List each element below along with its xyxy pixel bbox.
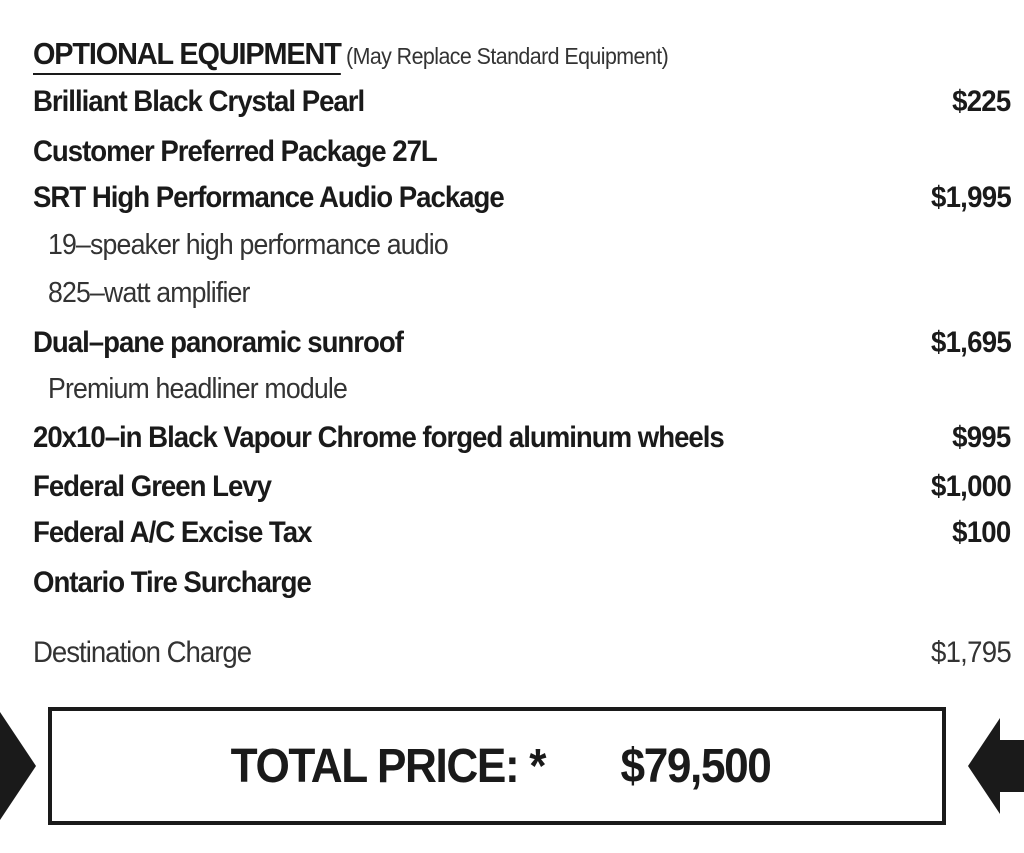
item-row-green-levy: [33, 465, 1011, 509]
item-price: $225: [952, 85, 1011, 118]
item-row-ac-tax: [33, 511, 1011, 555]
item-label: Customer Preferred Package 27L: [33, 135, 437, 168]
item-price: $1,695: [930, 326, 1011, 359]
destination-price: $1,795: [930, 636, 1011, 669]
total-value: $79,500: [620, 739, 771, 793]
item-row-audio: [33, 176, 1011, 220]
sub-item-speakers: 19–speaker high performance audio: [48, 228, 448, 261]
total-price-box: [48, 707, 946, 825]
sub-item-amplifier: 825–watt amplifier: [48, 276, 250, 309]
section-title: OPTIONAL EQUIPMENT: [33, 36, 341, 75]
item-label: Dual–pane panoramic sunroof: [33, 326, 403, 359]
item-label: Federal A/C Excise Tax: [33, 516, 312, 549]
sub-item-headliner: Premium headliner module: [48, 372, 347, 405]
section-note: (May Replace Standard Equipment): [346, 43, 669, 69]
item-row-package: [33, 130, 1011, 174]
item-row-paint: [33, 80, 1011, 124]
destination-label: Destination Charge: [33, 636, 252, 669]
item-price: $100: [952, 516, 1011, 549]
item-row-wheels: [33, 416, 1011, 460]
item-price: $1,000: [930, 470, 1011, 503]
item-label: SRT High Performance Audio Package: [33, 181, 504, 214]
item-label: 20x10–in Black Vapour Chrome forged aluminum wheels: [33, 421, 724, 454]
item-price: $995: [952, 421, 1011, 454]
item-row-sunroof: [33, 321, 1011, 365]
right-arrow-icon: [968, 712, 1024, 820]
item-price: $1,995: [930, 181, 1011, 214]
item-label: Brilliant Black Crystal Pearl: [33, 85, 365, 118]
item-row-tire-surcharge: [33, 561, 1011, 605]
item-label: Federal Green Levy: [33, 470, 271, 503]
optional-equipment-header: [33, 36, 693, 75]
item-label: Ontario Tire Surcharge: [33, 566, 311, 599]
left-arrow-icon: [0, 712, 36, 820]
destination-row: [33, 631, 1011, 675]
total-label: TOTAL PRICE: *: [230, 739, 545, 793]
